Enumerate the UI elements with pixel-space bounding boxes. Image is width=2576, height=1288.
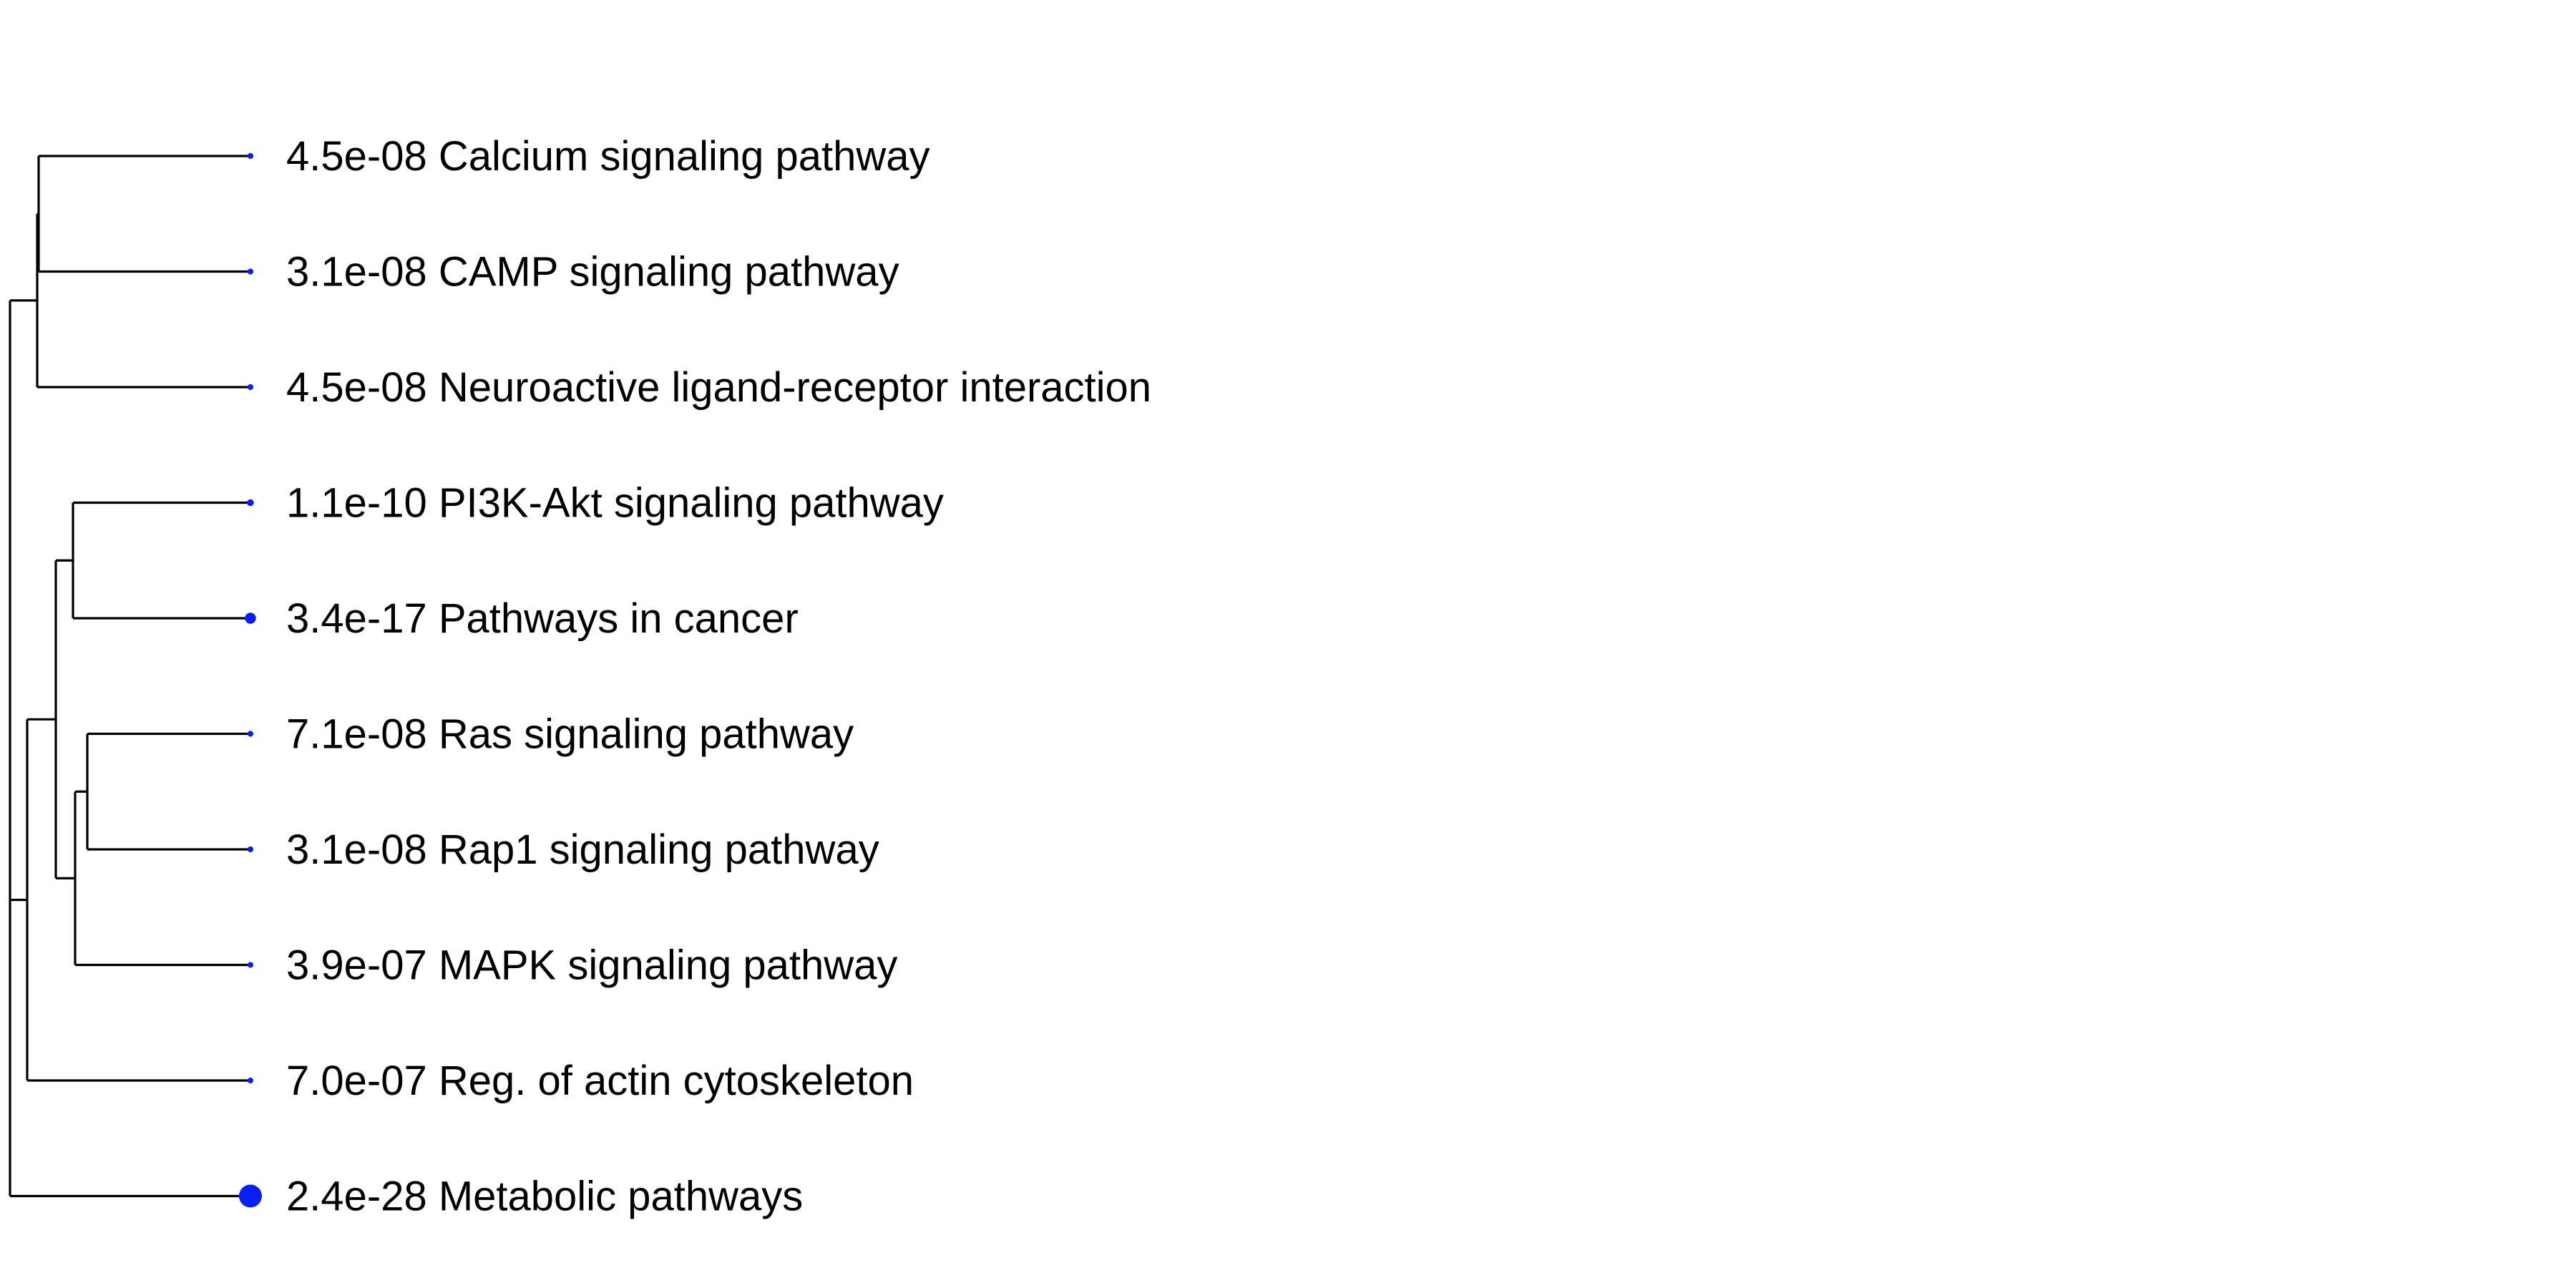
leaf-labels xyxy=(286,133,1151,1220)
leaf-marker xyxy=(247,499,254,507)
pathway-pvalue: 7.0e-07 xyxy=(286,1057,427,1104)
pathway-name: MAPK signaling pathway xyxy=(438,942,898,988)
pathway-pvalue: 3.1e-08 xyxy=(286,248,427,295)
leaf-marker xyxy=(248,153,253,159)
pathway-name: Rap1 signaling pathway xyxy=(438,826,879,873)
pathway-label xyxy=(286,364,1151,411)
leaf-markers xyxy=(239,153,262,1208)
pathway-name: Calcium signaling pathway xyxy=(438,132,930,180)
pathway-pvalue: 4.5e-08 xyxy=(286,132,427,180)
pathway-label xyxy=(286,479,944,526)
pathway-label xyxy=(286,133,930,180)
leaf-marker xyxy=(248,847,253,852)
pathway-label xyxy=(286,595,799,642)
pathway-name: PI3K-Akt signaling pathway xyxy=(438,479,944,526)
pathway-pvalue: 3.1e-08 xyxy=(286,826,427,873)
pathway-label xyxy=(286,826,879,873)
pathway-pvalue: 3.9e-07 xyxy=(286,942,427,988)
pathway-label xyxy=(286,711,854,757)
leaf-marker xyxy=(248,1078,253,1083)
leaf-marker xyxy=(248,384,253,390)
pathway-pvalue: 7.1e-08 xyxy=(286,711,427,757)
tree-branches xyxy=(10,156,250,1196)
pathway-label xyxy=(286,1058,914,1104)
pathway-name: CAMP signaling pathway xyxy=(438,248,899,295)
pathway-name: Pathways in cancer xyxy=(438,595,799,642)
pathway-pvalue: 4.5e-08 xyxy=(286,364,427,411)
leaf-marker xyxy=(239,1185,262,1208)
leaf-marker xyxy=(248,731,253,736)
leaf-marker xyxy=(248,268,253,274)
pathway-name: Ras signaling pathway xyxy=(438,711,854,757)
pathway-name: Metabolic pathways xyxy=(438,1173,804,1219)
pathway-pvalue: 3.4e-17 xyxy=(286,595,427,642)
pathway-name: Neuroactive ligand-receptor interaction xyxy=(438,364,1152,411)
pathway-pvalue: 2.4e-28 xyxy=(286,1173,427,1219)
pathway-name: Reg. of actin cytoskeleton xyxy=(438,1057,914,1104)
pathway-label xyxy=(286,248,899,295)
pathway-label xyxy=(286,942,897,988)
pathway-pvalue: 1.1e-10 xyxy=(286,479,427,526)
leaf-marker xyxy=(245,613,255,623)
leaf-marker xyxy=(248,962,253,967)
pathway-label xyxy=(286,1173,803,1219)
